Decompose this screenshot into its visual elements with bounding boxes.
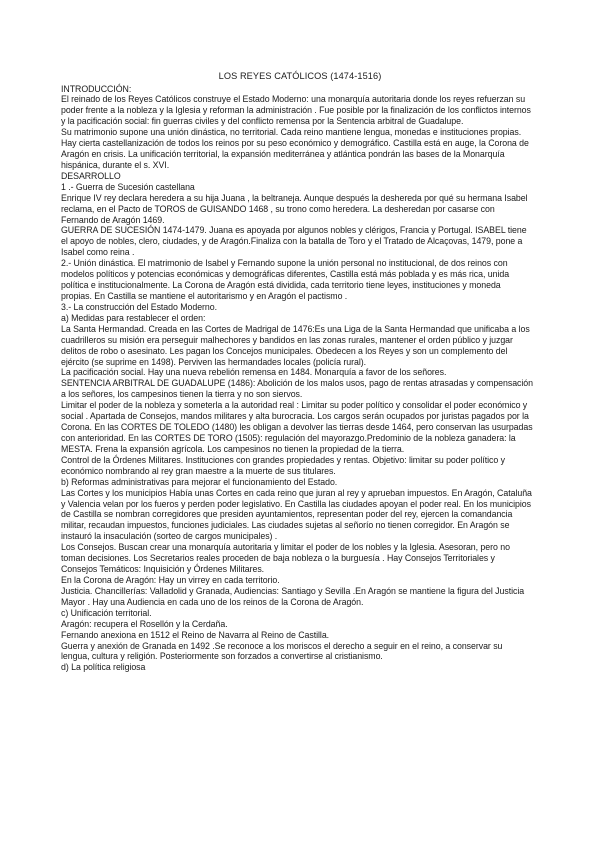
paragraph: La pacificación social. Hay una nueva rebelión remensa en 1484. Monarquía a favor de los señores.	[61, 367, 447, 378]
subsection-heading: c) Unificación territorial.	[61, 607, 152, 618]
paragraph: Control de la Órdenes Militares. Instituciones con grandes propiedades y rentas. Objetivo: limitar su poder político y económico nombrando al rey gran maestre a la muerte de sus titulares.	[61, 454, 505, 476]
paragraph: Enrique IV rey declara heredera a su hija Juana , la beltraneja. Aunque después la deshereda por qué su hermana Isabel reclama, en el Pacto de TOROS de GUISANDO 1468 , su trono como heredera. La desheredan por casarse con Fernando de Aragón 1469.	[61, 192, 528, 225]
section-heading: 3.- La construcción del Estado Moderno.	[61, 301, 217, 312]
paragraph: Aragón: recupera el Rosellón y la Cerdaña.	[61, 618, 228, 629]
paragraph: La Santa Hermandad. Creada en las Cortes de Madrigal de 1476:Es una Liga de la Santa Hermandad que unificaba a los cuadrilleros su misión era perseguir malhechores y bandidos en las zonas rurales, mantener el orden público y juzgar delitos de robo o asesinato. Les pagan los Concejos municipales. Obedecen a los Reyes y son un complemento del ejército (se suprime en 1498). Perviven las hermandades locales (policía rural).	[61, 323, 530, 367]
paragraph: Los Consejos. Buscan crear una monarquía autoritaria y limitar el poder de los nobles y la Iglesia. Asesoran, pero no toman decisiones. Los Secretarios reales proceden de baja nobleza o la burguesía . Hay Consejos Territoriales y Consejos Temáticos: Inquisición y Órdenes Militares.	[61, 542, 510, 575]
paragraph: SENTENCIA ARBITRAL DE GUADALUPE (1486): Abolición de los malos usos, pago de rentas atrasadas y compensación a los señores, los campesinos tienen la tierra y no son siervos.	[61, 378, 533, 400]
subsection-heading: d) La política religiosa	[61, 662, 146, 673]
paragraph: Su matrimonio supone una unión dinástica, no territorial. Cada reino mantiene lengua, monedas e instituciones propias.	[61, 127, 522, 138]
subsection-heading: a) Medidas para restablecer el orden:	[61, 312, 206, 323]
paragraph: Las Cortes y los municipios Había unas Cortes en cada reino que juran al rey y aprueban impuestos. En Aragón, Cataluña y Valencia velan por los fueros y perden poder legislativo. En Castilla las ciudades apoyan el poder real. En los municipios de Castilla se nombran corregidores que presiden ayuntamientos, representan poder del rey, ejercen la comandancia militar, recaudan impuestos, funciones judiciales. Las ciudades sujetas al señorío no tienen corregidor. En Aragón se instauró la insaculación (sorteo de cargos municipales) .	[61, 487, 532, 542]
paragraph: El reinado de los Reyes Católicos construye el Estado Moderno: una monarquía autoritaria donde los reyes refuerzan su poder frente a la nobleza y la Iglesia y reforman la administración . Fue posible por la finalización de los conflictos internos y la pacificación social: fin guerras civiles y del conflicto remensa por la Sentencia arbitral de Guadalupe.	[61, 94, 531, 127]
paragraph: Hay cierta castellanización de todos los reinos por su peso económico y demográfico. Castilla está en auge, la Corona de Aragón en crisis. La unificación territorial, la expansión mediterránea y atlántica pondrán las bases de la Monarquía hispánica, durante el s. XVI.	[61, 138, 529, 170]
section-heading: 1 .- Guerra de Sucesión castellana	[61, 181, 195, 192]
paragraph: 2.- Unión dinástica. El matrimonio de Isabel y Fernando supone la unión personal no institucional, de dos reinos con modelos políticos y potencias económicas y demográficas diferentes, Castilla está más poblada y es más rica, unida política e institucionalmente. La Corona de Aragón está dividida, cada territorio tiene leyes, instituciones y moneda propias. En Castilla se mantiene el autoritarismo y en Aragón el pactismo .	[61, 258, 510, 302]
paragraph: Justicia. Chancillerías: Valladolid y Granada, Audiencias: Santiago y Sevilla .En Aragón se mantiene la figura del Justicia Mayor . Hay una Audiencia en cada uno de los reinos de la Corona de Aragón.	[61, 585, 525, 607]
paragraph: Limitar el poder de la nobleza y someterla a la autoridad real : Limitar su poder político y consolidar el poder económico y social . Apartada de Consejos, mandos militares y alta burocracia. Los cargos serán ocupados por juristas pagados por la Corona. En las CORTES DE TOLEDO (1480) les obligan a devolver las tierras desde 1464, pero conservan las usurpadas con anterioridad. En las CORTES DE TORO (1505): regulación del mayorazgo.Predominio de la nobleza ganadera: la MESTA. Frena la expansión agrícola. Los campesinos no tienen la propiedad de la tierra.	[61, 400, 533, 454]
heading-desarrollo: DESARROLLO	[61, 170, 121, 181]
heading-introduccion: INTRODUCCIÓN:	[61, 83, 132, 94]
paragraph: En la Corona de Aragón: Hay un virrey en cada territorio.	[61, 574, 280, 585]
paragraph: Fernando anexiona en 1512 el Reino de Navarra al Reino de Castilla.	[61, 629, 330, 640]
document-body	[61, 84, 533, 674]
subsection-heading: b) Reformas administrativas para mejorar el funcionamiento del Estado.	[61, 476, 338, 487]
document-title: LOS REYES CATÓLICOS (1474-1516)	[218, 71, 382, 81]
paragraph: Guerra y anexión de Granada en 1492 .Se reconoce a los moriscos el derecho a seguir en el reino, a conservar su lengua, cultura y religión. Posteriormente son forzados a convertirse al cristianismo.	[61, 640, 503, 662]
paragraph: GUERRA DE SUCESIÓN 1474-1479. Juana es apoyada por algunos nobles y clérigos, Francia y Portugal. ISABEL tiene el apoyo de nobles, clero, ciudades, y de Aragón.Finaliza con la batalla de Toro y el Tratado de Alcaçovas, 1479, pone a Isabel como reina .	[61, 225, 527, 258]
